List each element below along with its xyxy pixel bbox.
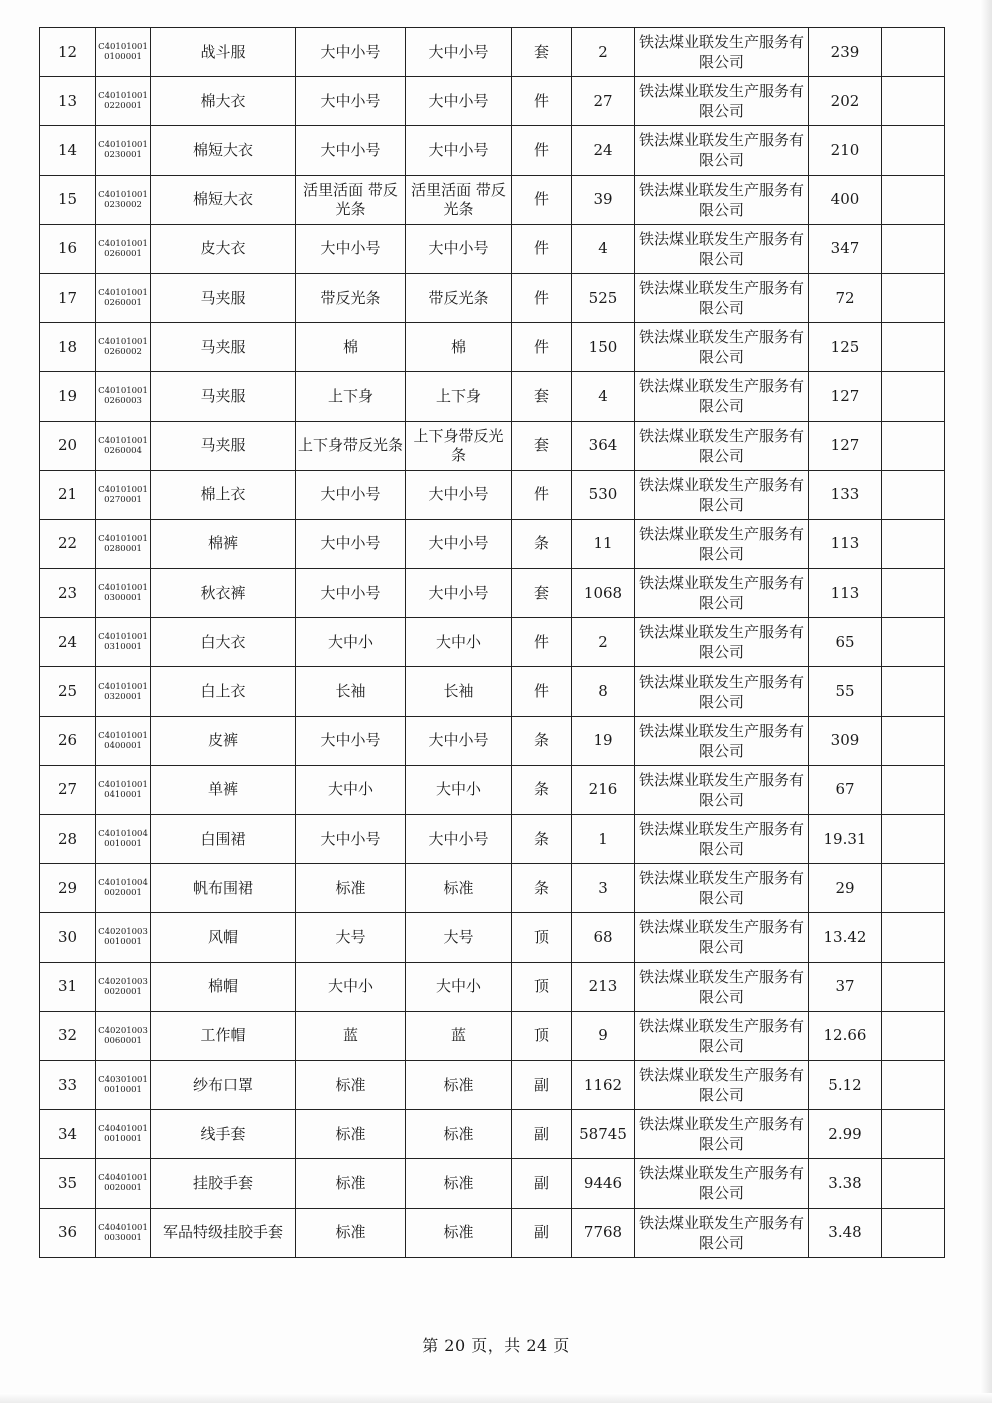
remarks-cell xyxy=(882,323,945,372)
item-unit: 件 xyxy=(512,618,572,667)
unit-price: 113 xyxy=(809,519,882,568)
item-name: 纱布口罩 xyxy=(151,1060,296,1109)
material-code: C401010040010001 xyxy=(96,815,151,864)
supplier-name: 铁法煤业联发生产服务有限公司 xyxy=(635,667,809,716)
table-row xyxy=(40,667,945,716)
row-number: 13 xyxy=(40,77,96,126)
remarks-cell xyxy=(882,667,945,716)
row-number: 18 xyxy=(40,323,96,372)
remarks-cell xyxy=(882,470,945,519)
material-code: C401010010410001 xyxy=(96,765,151,814)
unit-price: 12.66 xyxy=(809,1011,882,1060)
row-number: 24 xyxy=(40,618,96,667)
item-quantity: 1162 xyxy=(572,1060,635,1109)
remarks-cell xyxy=(882,175,945,224)
table-body xyxy=(40,28,945,1258)
supplier-name: 铁法煤业联发生产服务有限公司 xyxy=(635,273,809,322)
item-name: 马夹服 xyxy=(151,323,296,372)
item-spec: 带反光条 xyxy=(296,273,406,322)
item-name: 白上衣 xyxy=(151,667,296,716)
remarks-cell xyxy=(882,126,945,175)
page-number-footer: 第 20 页，共 24 页 xyxy=(422,1336,570,1355)
remarks-cell xyxy=(882,569,945,618)
item-name: 帆布围裙 xyxy=(151,864,296,913)
row-number: 14 xyxy=(40,126,96,175)
unit-price: 55 xyxy=(809,667,882,716)
item-model: 大中小号 xyxy=(406,716,512,765)
supplier-name: 铁法煤业联发生产服务有限公司 xyxy=(635,224,809,273)
supplier-name: 铁法煤业联发生产服务有限公司 xyxy=(635,323,809,372)
item-quantity: 3 xyxy=(572,864,635,913)
table-row xyxy=(40,716,945,765)
item-model: 大中小号 xyxy=(406,126,512,175)
item-model: 大中小号 xyxy=(406,519,512,568)
unit-price: 65 xyxy=(809,618,882,667)
table-row xyxy=(40,126,945,175)
item-unit: 件 xyxy=(512,126,572,175)
item-unit: 件 xyxy=(512,667,572,716)
item-quantity: 8 xyxy=(572,667,635,716)
material-code: C401010010310001 xyxy=(96,618,151,667)
item-model: 大中小号 xyxy=(406,569,512,618)
material-code: C401010010280001 xyxy=(96,519,151,568)
item-name: 皮大衣 xyxy=(151,224,296,273)
item-spec: 标准 xyxy=(296,1208,406,1257)
item-name: 棉帽 xyxy=(151,962,296,1011)
material-code: C401010010230001 xyxy=(96,126,151,175)
row-number: 19 xyxy=(40,372,96,421)
item-unit: 套 xyxy=(512,569,572,618)
item-spec: 标准 xyxy=(296,864,406,913)
item-spec: 大中小号 xyxy=(296,815,406,864)
item-name: 挂胶手套 xyxy=(151,1159,296,1208)
item-model: 标准 xyxy=(406,1060,512,1109)
unit-price: 113 xyxy=(809,569,882,618)
row-number: 30 xyxy=(40,913,96,962)
item-quantity: 213 xyxy=(572,962,635,1011)
table-row xyxy=(40,470,945,519)
item-unit: 件 xyxy=(512,224,572,273)
item-model: 大中小号 xyxy=(406,28,512,77)
table-row xyxy=(40,1110,945,1159)
supplier-name: 铁法煤业联发生产服务有限公司 xyxy=(635,864,809,913)
material-code: C404010010020001 xyxy=(96,1159,151,1208)
item-spec: 大中小号 xyxy=(296,77,406,126)
item-spec: 大中小号 xyxy=(296,28,406,77)
item-spec: 上下身带反光条 xyxy=(296,421,406,470)
row-number: 22 xyxy=(40,519,96,568)
item-model: 上下身带反光条 xyxy=(406,421,512,470)
remarks-cell xyxy=(882,1110,945,1159)
material-code: C402010030020001 xyxy=(96,962,151,1011)
table-row xyxy=(40,224,945,273)
item-model: 标准 xyxy=(406,1208,512,1257)
item-model: 大中小 xyxy=(406,765,512,814)
remarks-cell xyxy=(882,1060,945,1109)
item-model: 标准 xyxy=(406,1110,512,1159)
item-quantity: 9446 xyxy=(572,1159,635,1208)
row-number: 34 xyxy=(40,1110,96,1159)
unit-price: 19.31 xyxy=(809,815,882,864)
table-row xyxy=(40,1060,945,1109)
table-row xyxy=(40,1159,945,1208)
item-quantity: 525 xyxy=(572,273,635,322)
row-number: 21 xyxy=(40,470,96,519)
supplier-name: 铁法煤业联发生产服务有限公司 xyxy=(635,765,809,814)
table-row xyxy=(40,372,945,421)
item-name: 棉大衣 xyxy=(151,77,296,126)
unit-price: 3.38 xyxy=(809,1159,882,1208)
supplier-name: 铁法煤业联发生产服务有限公司 xyxy=(635,175,809,224)
item-model: 大中小 xyxy=(406,618,512,667)
material-code: C401010010260001 xyxy=(96,224,151,273)
unit-price: 133 xyxy=(809,470,882,519)
supplier-name: 铁法煤业联发生产服务有限公司 xyxy=(635,519,809,568)
supplier-name: 铁法煤业联发生产服务有限公司 xyxy=(635,1159,809,1208)
item-quantity: 1068 xyxy=(572,569,635,618)
material-code: C401010040020001 xyxy=(96,864,151,913)
row-number: 35 xyxy=(40,1159,96,1208)
supplier-name: 铁法煤业联发生产服务有限公司 xyxy=(635,569,809,618)
remarks-cell xyxy=(882,372,945,421)
item-quantity: 7768 xyxy=(572,1208,635,1257)
remarks-cell xyxy=(882,913,945,962)
table-row xyxy=(40,815,945,864)
item-name: 线手套 xyxy=(151,1110,296,1159)
unit-price: 5.12 xyxy=(809,1060,882,1109)
table-row xyxy=(40,1208,945,1257)
unit-price: 202 xyxy=(809,77,882,126)
item-model: 标准 xyxy=(406,1159,512,1208)
item-unit: 条 xyxy=(512,815,572,864)
remarks-cell xyxy=(882,1011,945,1060)
table-row xyxy=(40,618,945,667)
remarks-cell xyxy=(882,962,945,1011)
row-number: 27 xyxy=(40,765,96,814)
item-spec: 大中小号 xyxy=(296,519,406,568)
table-row xyxy=(40,864,945,913)
item-unit: 套 xyxy=(512,372,572,421)
item-unit: 顶 xyxy=(512,962,572,1011)
item-quantity: 150 xyxy=(572,323,635,372)
unit-price: 2.99 xyxy=(809,1110,882,1159)
item-spec: 大中小号 xyxy=(296,470,406,519)
item-unit: 条 xyxy=(512,519,572,568)
unit-price: 3.48 xyxy=(809,1208,882,1257)
row-number: 15 xyxy=(40,175,96,224)
item-spec: 上下身 xyxy=(296,372,406,421)
table-row xyxy=(40,1011,945,1060)
item-model: 大中小号 xyxy=(406,224,512,273)
table-row xyxy=(40,962,945,1011)
row-number: 17 xyxy=(40,273,96,322)
item-spec: 长袖 xyxy=(296,667,406,716)
item-unit: 件 xyxy=(512,273,572,322)
material-code: C401010010300001 xyxy=(96,569,151,618)
item-name: 风帽 xyxy=(151,913,296,962)
item-spec: 大中小号 xyxy=(296,716,406,765)
item-name: 棉短大衣 xyxy=(151,175,296,224)
item-unit: 件 xyxy=(512,175,572,224)
item-unit: 副 xyxy=(512,1159,572,1208)
remarks-cell xyxy=(882,716,945,765)
supplier-name: 铁法煤业联发生产服务有限公司 xyxy=(635,1011,809,1060)
item-quantity: 9 xyxy=(572,1011,635,1060)
supplier-name: 铁法煤业联发生产服务有限公司 xyxy=(635,815,809,864)
row-number: 28 xyxy=(40,815,96,864)
item-unit: 副 xyxy=(512,1208,572,1257)
item-quantity: 4 xyxy=(572,224,635,273)
material-code: C401010010220001 xyxy=(96,77,151,126)
remarks-cell xyxy=(882,618,945,667)
item-unit: 条 xyxy=(512,864,572,913)
item-quantity: 68 xyxy=(572,913,635,962)
row-number: 16 xyxy=(40,224,96,273)
item-spec: 大中小 xyxy=(296,618,406,667)
material-code: C401010010260003 xyxy=(96,372,151,421)
unit-price: 67 xyxy=(809,765,882,814)
item-spec: 大中小 xyxy=(296,962,406,1011)
item-spec: 大中小号 xyxy=(296,126,406,175)
item-name: 工作帽 xyxy=(151,1011,296,1060)
supplier-name: 铁法煤业联发生产服务有限公司 xyxy=(635,913,809,962)
item-quantity: 216 xyxy=(572,765,635,814)
row-number: 20 xyxy=(40,421,96,470)
item-model: 大中小号 xyxy=(406,77,512,126)
item-quantity: 24 xyxy=(572,126,635,175)
supplier-name: 铁法煤业联发生产服务有限公司 xyxy=(635,126,809,175)
table-row xyxy=(40,519,945,568)
item-spec: 活里活面 带反光条 xyxy=(296,175,406,224)
supplier-name: 铁法煤业联发生产服务有限公司 xyxy=(635,962,809,1011)
row-number: 12 xyxy=(40,28,96,77)
material-code: C402010030060001 xyxy=(96,1011,151,1060)
supplier-name: 铁法煤业联发生产服务有限公司 xyxy=(635,421,809,470)
item-name: 马夹服 xyxy=(151,273,296,322)
item-quantity: 1 xyxy=(572,815,635,864)
item-name: 棉短大衣 xyxy=(151,126,296,175)
item-quantity: 19 xyxy=(572,716,635,765)
remarks-cell xyxy=(882,864,945,913)
item-model: 大中小 xyxy=(406,962,512,1011)
supplier-name: 铁法煤业联发生产服务有限公司 xyxy=(635,77,809,126)
page-bottom-shadow xyxy=(0,1393,992,1403)
item-quantity: 2 xyxy=(572,28,635,77)
unit-price: 127 xyxy=(809,421,882,470)
item-unit: 顶 xyxy=(512,1011,572,1060)
table-row xyxy=(40,323,945,372)
item-model: 大中小号 xyxy=(406,470,512,519)
unit-price: 37 xyxy=(809,962,882,1011)
remarks-cell xyxy=(882,765,945,814)
table-row xyxy=(40,273,945,322)
item-model: 蓝 xyxy=(406,1011,512,1060)
item-unit: 套 xyxy=(512,421,572,470)
item-quantity: 364 xyxy=(572,421,635,470)
item-unit: 件 xyxy=(512,470,572,519)
row-number: 23 xyxy=(40,569,96,618)
item-name: 单裤 xyxy=(151,765,296,814)
item-model: 标准 xyxy=(406,864,512,913)
row-number: 29 xyxy=(40,864,96,913)
item-model: 大中小号 xyxy=(406,815,512,864)
item-unit: 套 xyxy=(512,28,572,77)
item-spec: 标准 xyxy=(296,1110,406,1159)
item-quantity: 4 xyxy=(572,372,635,421)
item-name: 军品特级挂胶手套 xyxy=(151,1208,296,1257)
remarks-cell xyxy=(882,77,945,126)
supplier-name: 铁法煤业联发生产服务有限公司 xyxy=(635,618,809,667)
item-name: 秋衣裤 xyxy=(151,569,296,618)
material-code: C401010010230002 xyxy=(96,175,151,224)
remarks-cell xyxy=(882,28,945,77)
item-model: 带反光条 xyxy=(406,273,512,322)
item-unit: 顶 xyxy=(512,913,572,962)
item-spec: 大号 xyxy=(296,913,406,962)
material-code: C404010010010001 xyxy=(96,1110,151,1159)
item-spec: 大中小号 xyxy=(296,224,406,273)
supplier-name: 铁法煤业联发生产服务有限公司 xyxy=(635,372,809,421)
item-quantity: 39 xyxy=(572,175,635,224)
item-quantity: 2 xyxy=(572,618,635,667)
remarks-cell xyxy=(882,519,945,568)
item-quantity: 27 xyxy=(572,77,635,126)
item-table xyxy=(39,27,945,1258)
remarks-cell xyxy=(882,421,945,470)
material-code: C401010010400001 xyxy=(96,716,151,765)
item-name: 棉裤 xyxy=(151,519,296,568)
item-quantity: 530 xyxy=(572,470,635,519)
item-spec: 大中小号 xyxy=(296,569,406,618)
unit-price: 309 xyxy=(809,716,882,765)
table-row xyxy=(40,77,945,126)
item-model: 大号 xyxy=(406,913,512,962)
remarks-cell xyxy=(882,1208,945,1257)
item-name: 白大衣 xyxy=(151,618,296,667)
supplier-name: 铁法煤业联发生产服务有限公司 xyxy=(635,470,809,519)
unit-price: 239 xyxy=(809,28,882,77)
table-row xyxy=(40,569,945,618)
supplier-name: 铁法煤业联发生产服务有限公司 xyxy=(635,716,809,765)
item-quantity: 11 xyxy=(572,519,635,568)
item-name: 皮裤 xyxy=(151,716,296,765)
unit-price: 400 xyxy=(809,175,882,224)
item-unit: 副 xyxy=(512,1060,572,1109)
material-code: C401010010270001 xyxy=(96,470,151,519)
material-code: C401010010100001 xyxy=(96,28,151,77)
item-unit: 件 xyxy=(512,77,572,126)
item-spec: 标准 xyxy=(296,1060,406,1109)
material-code: C401010010260001 xyxy=(96,273,151,322)
row-number: 26 xyxy=(40,716,96,765)
item-name: 马夹服 xyxy=(151,372,296,421)
remarks-cell xyxy=(882,224,945,273)
table-row xyxy=(40,421,945,470)
table-row xyxy=(40,765,945,814)
item-quantity: 58745 xyxy=(572,1110,635,1159)
remarks-cell xyxy=(882,273,945,322)
row-number: 36 xyxy=(40,1208,96,1257)
item-name: 白围裙 xyxy=(151,815,296,864)
item-model: 活里活面 带反光条 xyxy=(406,175,512,224)
row-number: 31 xyxy=(40,962,96,1011)
supplier-name: 铁法煤业联发生产服务有限公司 xyxy=(635,1208,809,1257)
item-name: 马夹服 xyxy=(151,421,296,470)
material-code: C401010010260004 xyxy=(96,421,151,470)
unit-price: 127 xyxy=(809,372,882,421)
item-unit: 件 xyxy=(512,323,572,372)
table-row xyxy=(40,913,945,962)
table-row xyxy=(40,175,945,224)
item-spec: 棉 xyxy=(296,323,406,372)
unit-price: 210 xyxy=(809,126,882,175)
unit-price: 125 xyxy=(809,323,882,372)
supplier-name: 铁法煤业联发生产服务有限公司 xyxy=(635,1110,809,1159)
material-code: C401010010260002 xyxy=(96,323,151,372)
item-spec: 大中小 xyxy=(296,765,406,814)
unit-price: 347 xyxy=(809,224,882,273)
unit-price: 13.42 xyxy=(809,913,882,962)
supplier-name: 铁法煤业联发生产服务有限公司 xyxy=(635,1060,809,1109)
supplier-name: 铁法煤业联发生产服务有限公司 xyxy=(635,28,809,77)
unit-price: 72 xyxy=(809,273,882,322)
material-code: C403010010010001 xyxy=(96,1060,151,1109)
material-code: C404010010030001 xyxy=(96,1208,151,1257)
item-model: 上下身 xyxy=(406,372,512,421)
table-row xyxy=(40,28,945,77)
material-code: C401010010320001 xyxy=(96,667,151,716)
row-number: 33 xyxy=(40,1060,96,1109)
item-spec: 蓝 xyxy=(296,1011,406,1060)
item-unit: 条 xyxy=(512,716,572,765)
item-unit: 条 xyxy=(512,765,572,814)
item-model: 长袖 xyxy=(406,667,512,716)
item-spec: 标准 xyxy=(296,1159,406,1208)
item-name: 战斗服 xyxy=(151,28,296,77)
remarks-cell xyxy=(882,815,945,864)
row-number: 32 xyxy=(40,1011,96,1060)
remarks-cell xyxy=(882,1159,945,1208)
item-unit: 副 xyxy=(512,1110,572,1159)
item-model: 棉 xyxy=(406,323,512,372)
unit-price: 29 xyxy=(809,864,882,913)
page-edge-shadow xyxy=(980,0,992,1403)
material-code: C402010030010001 xyxy=(96,913,151,962)
item-name: 棉上衣 xyxy=(151,470,296,519)
row-number: 25 xyxy=(40,667,96,716)
